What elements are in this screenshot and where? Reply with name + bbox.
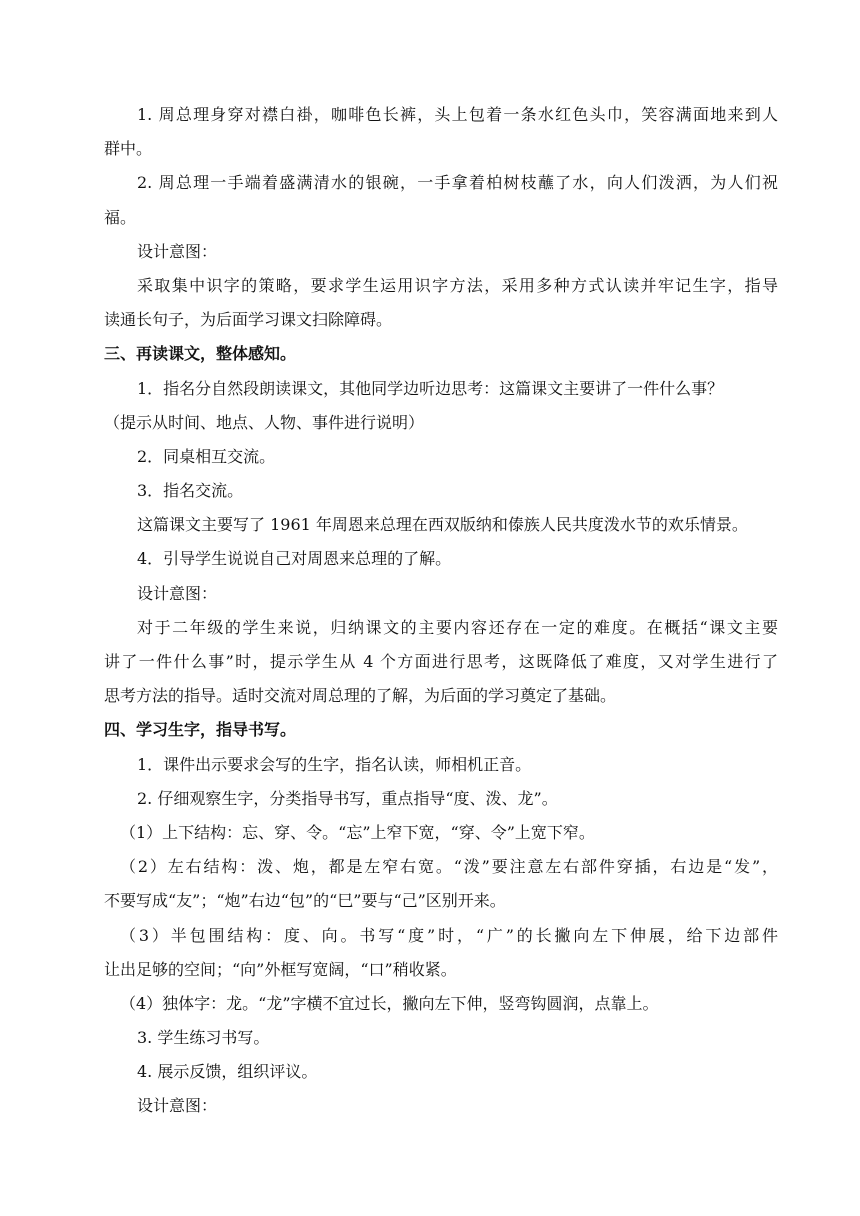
paragraph-line: （3）半包围结构：度、向。书写“度”时，“广”的长撇向左下伸展，给下边部件 — [120, 925, 778, 945]
document-page — [104, 98, 778, 1124]
section-heading-3: 三、再读课文，整体感知。 — [104, 344, 297, 364]
design-intent-label: 设计意图： — [137, 241, 218, 261]
paragraph-line: 思考方法的指导。适时交流对周总理的了解，为后面的学习奠定了基础。 — [104, 686, 617, 706]
paragraph-line: 1. 周总理身穿对襟白褂，咖啡色长裤，头上包着一条水红色头巾，笑容满面地来到人 — [137, 105, 778, 124]
paragraph-line: 讲了一件什么事”时，提示学生从 4 个方面进行思考，这既降低了难度，又对学生进行了 — [104, 652, 778, 671]
paragraph-line: 读通长句子，为后面学习课文扫除障碍。 — [104, 310, 393, 330]
design-intent-label: 设计意图： — [137, 1096, 218, 1116]
paragraph-line: 不要写成“友”；“炮”右边“包”的“巳”要与“己”区别开来。 — [104, 891, 506, 911]
paragraph-line: 对于二年级的学生来说，归纳课文的主要内容还存在一定的难度。在概括“课文主要 — [137, 617, 778, 637]
paragraph-line: 这篇课文主要写了 1961 年周恩来总理在西双版纳和傣族人民共度泼水节的欢乐情景。 — [137, 515, 748, 535]
paragraph-line: 2．同桌相互交流。 — [137, 446, 276, 466]
paragraph-line: 采取集中识字的策略，要求学生运用识字方法，采用多种方式认读并牢记生字，指导 — [137, 275, 778, 295]
design-intent-label: 设计意图： — [137, 583, 218, 603]
paragraph-line: 1．指名分自然段朗读课文，其他同学边听边思考：这篇课文主要讲了一件什么事？ — [137, 378, 724, 398]
paragraph-line: （1）上下结构：忘、穿、令。“忘”上窄下宽，“穿、令”上宽下窄。 — [120, 822, 595, 842]
paragraph-line: 3. 学生练习书写。 — [137, 1028, 270, 1048]
paragraph-line: 3．指名交流。 — [137, 481, 244, 501]
paragraph-line: 2. 周总理一手端着盛满清水的银碗，一手拿着柏树枝蘸了水，向人们泼洒，为人们祝 — [137, 173, 778, 193]
paragraph-line: 2. 仔细观察生字，分类指导书写，重点指导“度、泼、龙”。 — [137, 788, 558, 808]
paragraph-line: 4．引导学生说说自己对周恩来总理的了解。 — [137, 549, 452, 569]
paragraph-line: 群中。 — [104, 139, 153, 159]
paragraph-line: 福。 — [104, 207, 137, 227]
paragraph-line: （2）左右结构：泼、炮，都是左窄右宽。“泼”要注意左右部件穿插，右边是“发”， — [120, 857, 778, 877]
paragraph-line: 让出足够的空间；“向”外框写宽阔，“口”稍收紧。 — [104, 959, 457, 979]
paragraph-line: 4. 展示反馈，组织评议。 — [137, 1062, 318, 1082]
section-heading-4: 四、学习生字，指导书写。 — [104, 720, 297, 740]
paragraph-line: 1．课件出示要求会写的生字，指名认读，师相机正音。 — [137, 754, 532, 774]
paragraph-line: （提示从时间、地点、人物、事件进行说明） — [104, 412, 425, 432]
paragraph-line: （4）独体字：龙。“龙”字横不宜过长，撇向左下伸，竖弯钩圆润，点靠上。 — [120, 993, 659, 1013]
